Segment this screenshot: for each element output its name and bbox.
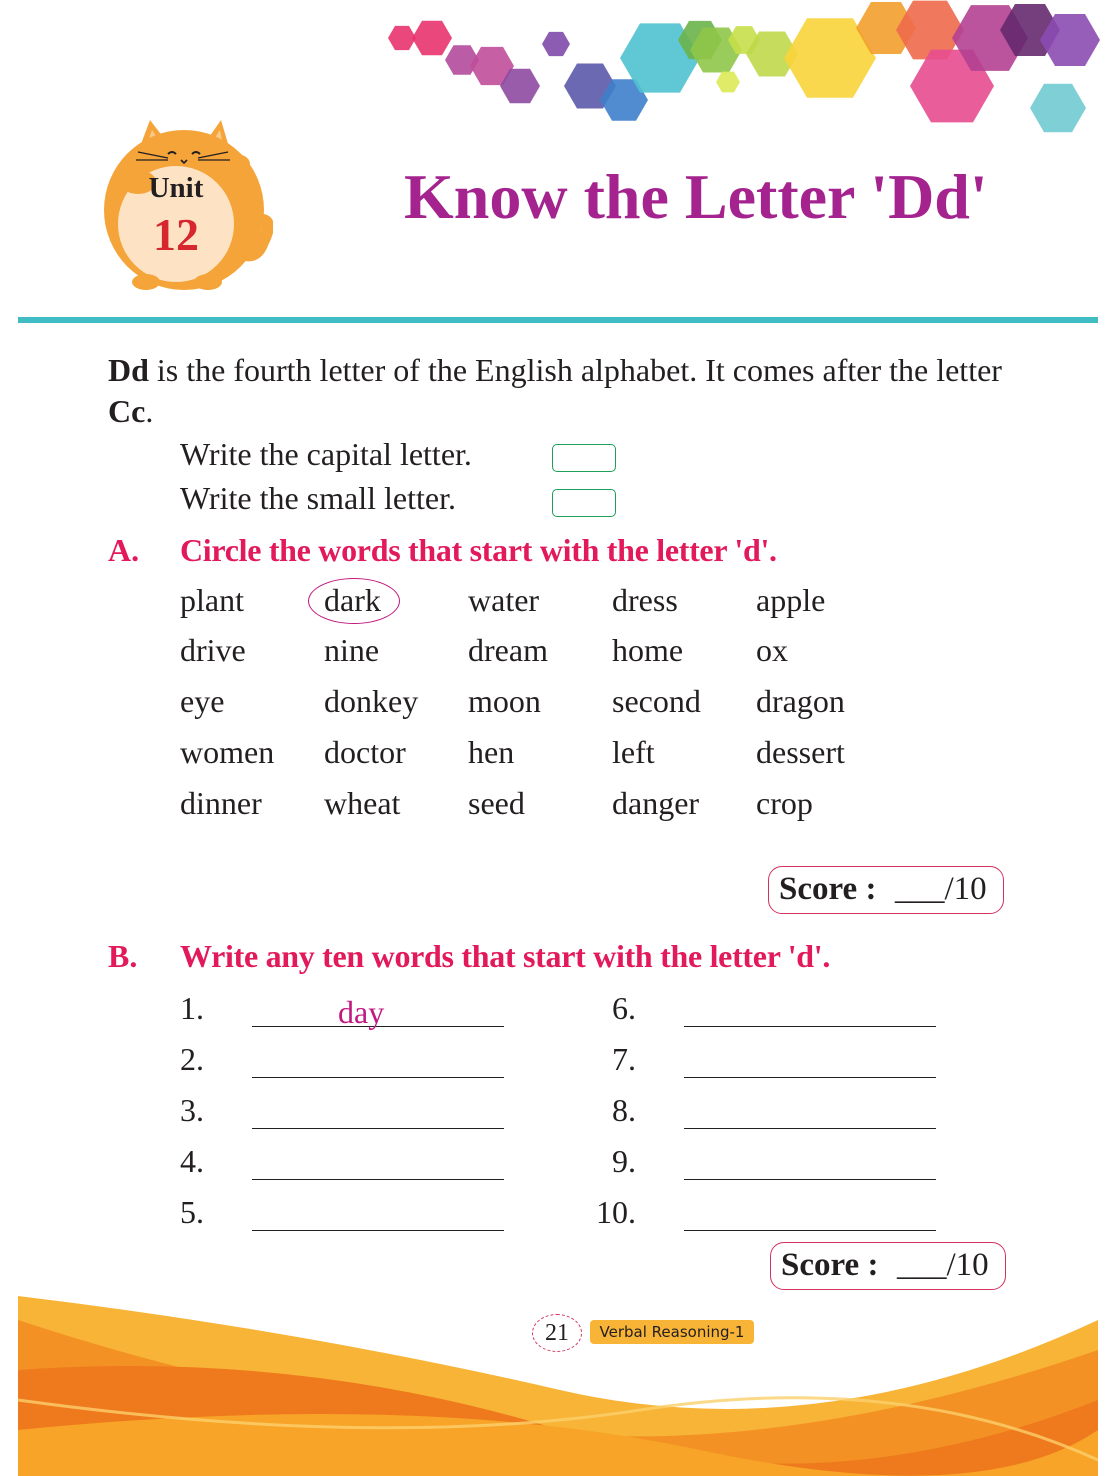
write-small-prompt: Write the small letter. bbox=[180, 480, 456, 516]
circle-mark bbox=[308, 578, 400, 624]
unit-label: Unit bbox=[148, 172, 204, 204]
word-item[interactable]: apple bbox=[756, 582, 826, 618]
score-blank[interactable]: ___/10 bbox=[895, 871, 987, 907]
capital-letter-box[interactable] bbox=[552, 444, 616, 472]
word-item[interactable]: seed bbox=[468, 785, 525, 821]
word-item[interactable]: ox bbox=[756, 632, 788, 668]
word-item[interactable]: home bbox=[612, 632, 684, 668]
word-item[interactable]: dress bbox=[612, 582, 678, 618]
answer-number: 9. bbox=[612, 1143, 636, 1179]
intro-text: is the fourth letter of the English alphabet. It comes after the letter bbox=[148, 352, 1002, 388]
word-item[interactable]: plant bbox=[180, 582, 244, 618]
small-letter-box[interactable] bbox=[552, 489, 616, 517]
word-item[interactable]: women bbox=[180, 734, 275, 770]
unit-number: 12 bbox=[153, 209, 199, 260]
intro-letter: Dd bbox=[108, 352, 149, 388]
answer-line[interactable] bbox=[252, 1179, 504, 1180]
word-item[interactable]: dragon bbox=[756, 683, 845, 719]
footer-wave bbox=[0, 1280, 1116, 1476]
answer-line[interactable] bbox=[684, 1230, 936, 1231]
answer-line[interactable] bbox=[252, 1128, 504, 1129]
answer-line[interactable] bbox=[252, 1077, 504, 1078]
word-item[interactable]: wheat bbox=[324, 785, 401, 821]
word-item[interactable]: eye bbox=[180, 683, 225, 719]
word-item[interactable]: donkey bbox=[324, 683, 419, 719]
hexagon-shape bbox=[542, 32, 570, 56]
page-number: 21 bbox=[532, 1314, 582, 1352]
word-item[interactable]: water bbox=[468, 582, 540, 618]
hexagon-shape bbox=[388, 26, 416, 50]
answer-number: 4. bbox=[180, 1143, 204, 1179]
example-answer: day bbox=[338, 994, 385, 1030]
section-a-letter: A. bbox=[108, 532, 140, 568]
word-item[interactable]: second bbox=[612, 683, 701, 719]
word-item[interactable]: left bbox=[612, 734, 655, 770]
word-item[interactable]: danger bbox=[612, 785, 700, 821]
score-box-a bbox=[768, 866, 1004, 914]
answer-number: 1. bbox=[180, 990, 204, 1026]
answer-number: 8. bbox=[612, 1092, 636, 1128]
answer-line[interactable] bbox=[684, 1026, 936, 1027]
word-item[interactable]: nine bbox=[324, 632, 380, 668]
answer-number: 10. bbox=[596, 1194, 636, 1230]
section-b-letter: B. bbox=[108, 938, 138, 974]
word-item[interactable]: dark bbox=[324, 582, 381, 618]
word-item[interactable]: drive bbox=[180, 632, 246, 668]
answer-line[interactable] bbox=[684, 1077, 936, 1078]
intro-end: . bbox=[145, 393, 154, 429]
intro-paragraph bbox=[108, 350, 1028, 432]
word-item[interactable]: dream bbox=[468, 632, 548, 668]
score-blank[interactable]: ___/10 bbox=[897, 1247, 989, 1283]
answer-line[interactable] bbox=[684, 1128, 936, 1129]
answer-number: 6. bbox=[612, 990, 636, 1026]
answer-line[interactable] bbox=[684, 1179, 936, 1180]
hexagon-shape bbox=[716, 72, 740, 93]
hexagon-shape bbox=[1030, 84, 1086, 132]
title-divider bbox=[18, 317, 1098, 323]
section-a-instruction: Circle the words that start with the letter 'd'. bbox=[180, 532, 777, 568]
word-item[interactable]: moon bbox=[468, 683, 541, 719]
intro-prev-letter: Cc bbox=[108, 393, 146, 429]
book-name-tag: Verbal Reasoning-1 bbox=[590, 1320, 754, 1344]
word-item[interactable]: dinner bbox=[180, 785, 262, 821]
section-b-instruction: Write any ten words that start with the letter 'd'. bbox=[180, 938, 831, 974]
hexagon-shape bbox=[412, 21, 452, 56]
score-label: Score : bbox=[781, 1247, 879, 1283]
page-title: Know the Letter 'Dd' bbox=[404, 161, 988, 232]
answer-number: 2. bbox=[180, 1041, 204, 1077]
word-item[interactable]: hen bbox=[468, 734, 515, 770]
answer-number: 5. bbox=[180, 1194, 204, 1230]
word-item[interactable]: doctor bbox=[324, 734, 406, 770]
word-item[interactable]: crop bbox=[756, 785, 813, 821]
word-item[interactable]: dessert bbox=[756, 734, 845, 770]
score-label: Score : bbox=[779, 871, 877, 907]
write-capital-prompt: Write the capital letter. bbox=[180, 436, 472, 472]
answer-line[interactable] bbox=[252, 1230, 504, 1231]
answer-number: 7. bbox=[612, 1041, 636, 1077]
answer-number: 3. bbox=[180, 1092, 204, 1128]
